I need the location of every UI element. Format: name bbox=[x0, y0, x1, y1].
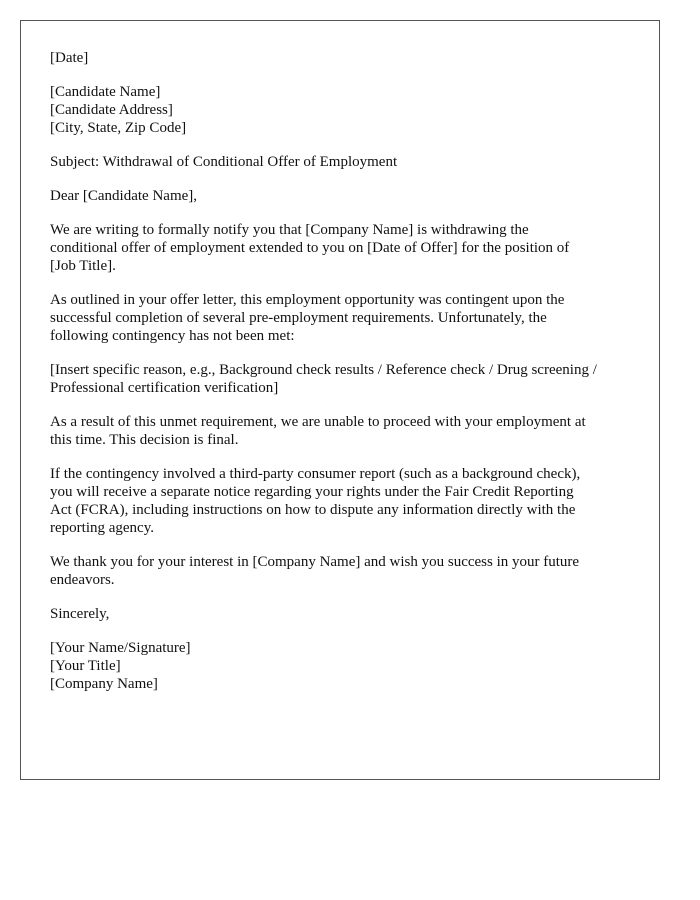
letter-closing: Sincerely, bbox=[50, 606, 110, 622]
letter-body bbox=[50, 49, 650, 709]
paragraph-line: [Insert specific reason, e.g., Background check results / Reference check / Drug screening / bbox=[50, 362, 597, 378]
signature-name: [Your Name/Signature] bbox=[50, 640, 191, 656]
paragraph-fcra bbox=[50, 465, 650, 537]
paragraph-line: We thank you for your interest in [Company Name] and wish you success in your future bbox=[50, 554, 580, 570]
closing-block bbox=[50, 605, 650, 623]
signature-title: [Your Title] bbox=[50, 658, 121, 674]
paragraph-thanks bbox=[50, 553, 650, 589]
paragraph-line: endeavors. bbox=[50, 572, 115, 588]
paragraph-line: Professional certification verification] bbox=[50, 380, 279, 396]
candidate-address-block bbox=[50, 83, 650, 137]
paragraph-contingency bbox=[50, 291, 650, 345]
paragraph-line: [Job Title]. bbox=[50, 258, 116, 274]
letter-subject: Subject: Withdrawal of Conditional Offer of Employment bbox=[50, 154, 398, 170]
salutation-block bbox=[50, 187, 650, 205]
paragraph-line: As outlined in your offer letter, this employment opportunity was contingent upon the bbox=[50, 292, 565, 308]
paragraph-line: this time. This decision is final. bbox=[50, 432, 239, 448]
signature-block bbox=[50, 639, 650, 693]
paragraph-line: following contingency has not been met: bbox=[50, 328, 295, 344]
signature-company: [Company Name] bbox=[50, 676, 158, 692]
letter-page bbox=[20, 20, 660, 780]
paragraph-line: successful completion of several pre-employment requirements. Unfortunately, the bbox=[50, 310, 547, 326]
date-block bbox=[50, 49, 650, 67]
paragraph-notification bbox=[50, 221, 650, 275]
paragraph-line: As a result of this unmet requirement, we are unable to proceed with your employment at bbox=[50, 414, 586, 430]
paragraph-reason bbox=[50, 361, 650, 397]
paragraph-line: Act (FCRA), including instructions on how to dispute any information directly with the bbox=[50, 502, 576, 518]
paragraph-line: you will receive a separate notice regarding your rights under the Fair Credit Reporting bbox=[50, 484, 574, 500]
candidate-address: [Candidate Address] bbox=[50, 102, 173, 118]
letter-date: [Date] bbox=[50, 50, 89, 66]
candidate-city-state-zip: [City, State, Zip Code] bbox=[50, 120, 187, 136]
subject-block bbox=[50, 153, 650, 171]
paragraph-line: If the contingency involved a third-party consumer report (such as a background check), bbox=[50, 466, 581, 482]
paragraph-line: conditional offer of employment extended to you on [Date of Offer] for the position of bbox=[50, 240, 570, 256]
letter-salutation: Dear [Candidate Name], bbox=[50, 188, 198, 204]
paragraph-decision bbox=[50, 413, 650, 449]
paragraph-line: reporting agency. bbox=[50, 520, 154, 536]
paragraph-line: We are writing to formally notify you that [Company Name] is withdrawing the bbox=[50, 222, 529, 238]
candidate-name: [Candidate Name] bbox=[50, 84, 161, 100]
